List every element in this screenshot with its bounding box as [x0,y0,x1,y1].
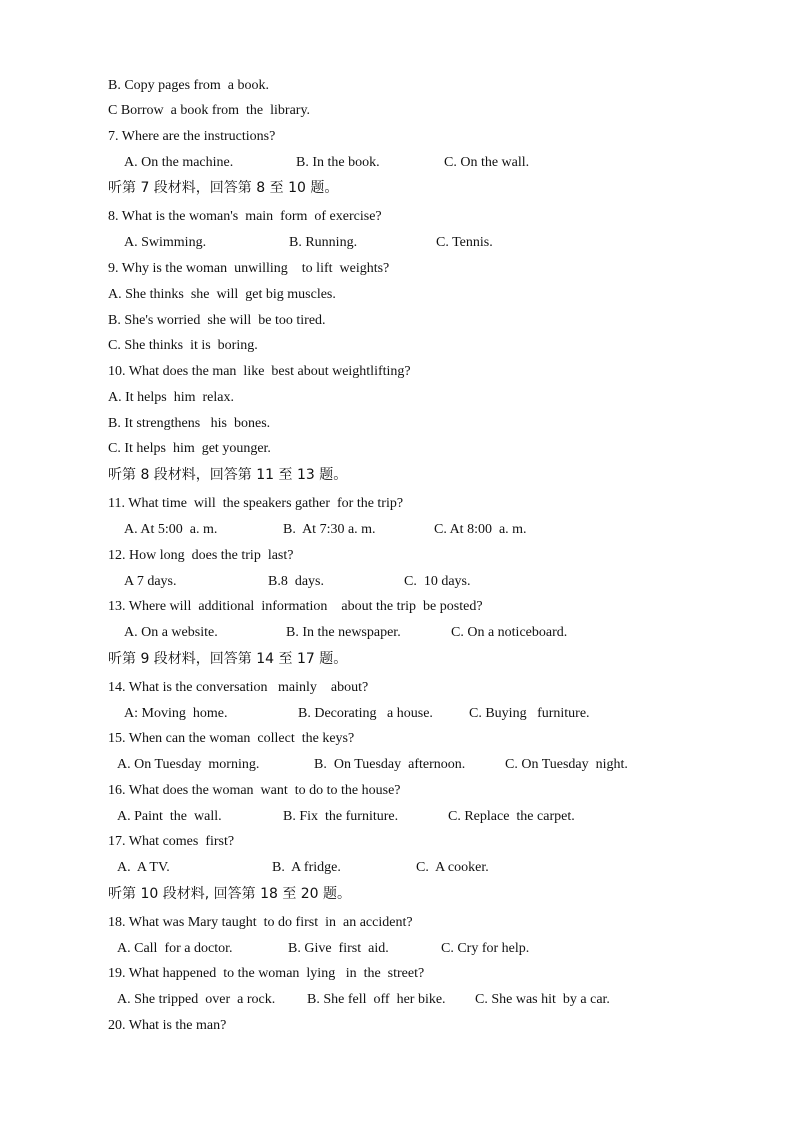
q14-option-a: A: Moving home. [124,706,228,721]
q17-option-b: B. A fridge. [272,860,341,875]
question-13: 13. Where will additional information about the trip be posted? [108,599,483,614]
question-7: 7. Where are the instructions? [108,129,276,144]
q13-option-b: B. In the newspaper. [286,625,401,640]
q8-option-b: B. Running. [289,235,358,250]
q8-option-a: A. Swimming. [124,235,207,250]
q19-option-b: B. She fell off her bike. [307,992,446,1007]
q19-option-c: C. She was hit by a car. [475,992,610,1007]
q9-option-c: C. She thinks it is boring. [108,338,258,353]
q7-option-a: A. On the machine. [124,155,234,170]
question-18: 18. What was Mary taught to do first in an accident? [108,915,413,930]
q10-option-a: A. It helps him relax. [108,390,234,405]
q15-option-a: A. On Tuesday morning. [117,757,260,772]
section-heading-10: 听第 10 段材料, 回答第 18 至 20 题。 [108,886,352,902]
q10-option-c: C. It helps him get younger. [108,441,271,456]
q7-option-c: C. On the wall. [444,155,530,170]
q14-option-b: B. Decorating a house. [298,706,433,721]
q17-option-c: C. A cooker. [416,860,489,875]
q15-option-c: C. On Tuesday night. [505,757,628,772]
q16-option-b: B. Fix the furniture. [283,809,399,824]
option-line: B. Copy pages from a book. [108,78,269,93]
q9-option-a: A. She thinks she will get big muscles. [108,287,336,302]
q7-option-b: B. In the book. [296,155,380,170]
q9-option-b: B. She's worried she will be too tired. [108,313,326,328]
q18-option-c: C. Cry for help. [441,941,530,956]
q12-option-b: B.8 days. [268,574,324,589]
section-heading-8: 听第 8 段材料，回答第 11 至 13 题。 [108,467,348,483]
question-9: 9. Why is the woman unwilling to lift weights? [108,261,390,276]
q19-option-a: A. She tripped over a rock. [117,992,276,1007]
q14-option-c: C. Buying furniture. [469,706,590,721]
question-17: 17. What comes first? [108,834,235,849]
q8-option-c: C. Tennis. [436,235,493,250]
question-12: 12. How long does the trip last? [108,548,294,563]
question-10: 10. What does the man like best about weightlifting? [108,364,411,379]
question-16: 16. What does the woman want to do to the house? [108,783,401,798]
question-14: 14. What is the conversation mainly about? [108,680,369,695]
section-heading-9: 听第 9 段材料，回答第 14 至 17 题。 [108,651,348,667]
question-19: 19. What happened to the woman lying in the street? [108,966,425,981]
q12-option-a: A 7 days. [124,574,177,589]
q16-option-c: C. Replace the carpet. [448,809,575,824]
q15-option-b: B. On Tuesday afternoon. [314,757,466,772]
question-11: 11. What time will the speakers gather for the trip? [108,496,404,511]
question-8: 8. What is the woman's main form of exercise? [108,209,382,224]
section-heading-7: 听第 7 段材料，回答第 8 至 10 题。 [108,180,339,196]
q13-option-a: A. On a website. [124,625,218,640]
question-15: 15. When can the woman collect the keys? [108,731,355,746]
q18-option-a: A. Call for a doctor. [117,941,233,956]
question-20: 20. What is the man? [108,1018,227,1033]
q11-option-c: C. At 8:00 a. m. [434,522,527,537]
q16-option-a: A. Paint the wall. [117,809,222,824]
q10-option-b: B. It strengthens his bones. [108,416,271,431]
q12-option-c: C. 10 days. [404,574,471,589]
q17-option-a: A. A TV. [117,860,170,875]
q18-option-b: B. Give first aid. [288,941,389,956]
q13-option-c: C. On a noticeboard. [451,625,568,640]
option-line: C Borrow a book from the library. [108,103,311,118]
q11-option-a: A. At 5:00 a. m. [124,522,218,537]
q11-option-b: B. At 7:30 a. m. [283,522,376,537]
